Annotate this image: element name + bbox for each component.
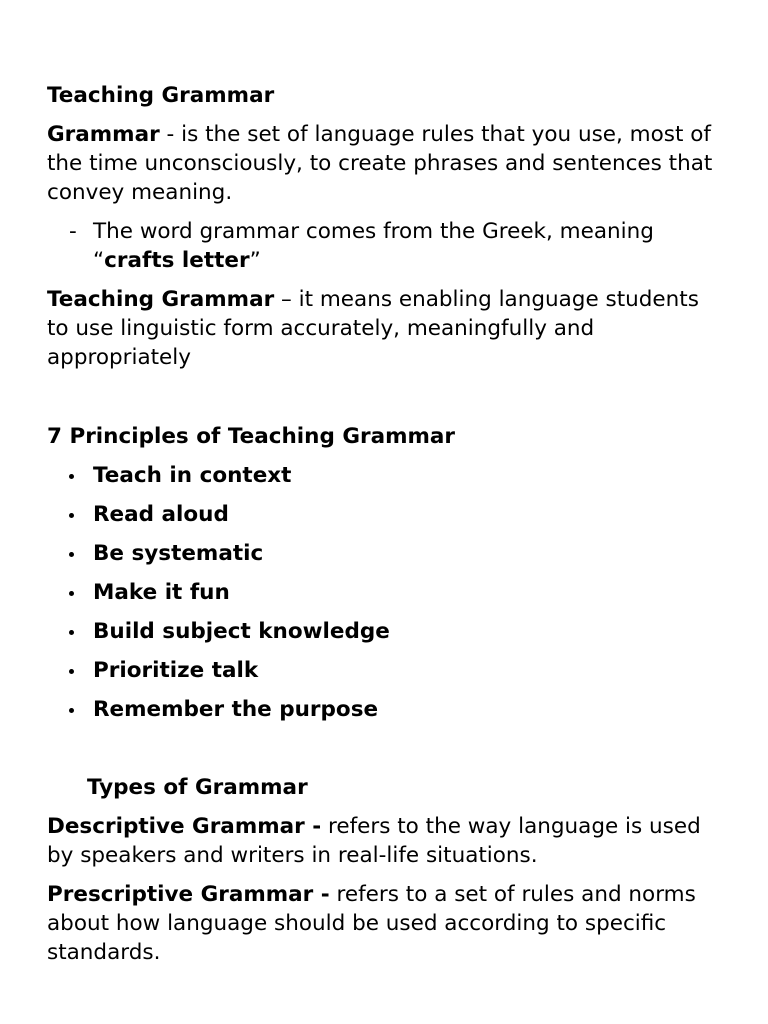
- heading-teaching-grammar: Teaching Grammar: [47, 83, 275, 108]
- list-item: Teach in context: [47, 461, 727, 500]
- bullet-icon: [69, 708, 74, 713]
- dash-text-before: The word grammar comes from the Greek, meaning “: [93, 219, 654, 273]
- bullet-icon: [69, 513, 74, 518]
- bullet-icon: [69, 552, 74, 557]
- heading-principles: 7 Principles of Teaching Grammar: [47, 424, 456, 449]
- bullet-icon: [69, 630, 74, 635]
- dash-bold-text: crafts letter: [104, 248, 250, 273]
- list-item: Make it fun: [47, 578, 727, 617]
- descriptive-grammar-text: refers to the way language is used by speakers and writers in real-life situations.: [47, 814, 701, 868]
- bullet-icon: [69, 669, 74, 674]
- grammar-definition: [47, 120, 727, 207]
- descriptive-grammar-definition: [47, 812, 727, 870]
- descriptive-grammar-term: Descriptive Grammar -: [47, 814, 322, 839]
- dash-text-after: ”: [249, 248, 261, 273]
- teaching-grammar-definition: [47, 285, 727, 372]
- teaching-grammar-definition-text: – it means enabling language students to use linguistic form accurately, meaningfully and appropriately: [47, 287, 699, 370]
- bullet-icon: [69, 474, 74, 479]
- list-item: Remember the purpose: [47, 695, 727, 734]
- dash-marker: -: [69, 219, 77, 244]
- teaching-grammar-term: Teaching Grammar: [47, 287, 275, 312]
- list-item: Build subject knowledge: [47, 617, 727, 656]
- list-item: Be systematic: [47, 539, 727, 578]
- list-item: Prioritize talk: [47, 656, 727, 695]
- prescriptive-grammar-definition: [47, 880, 727, 967]
- bullet-icon: [69, 591, 74, 596]
- grammar-term: Grammar: [47, 122, 160, 147]
- prescriptive-grammar-term: Prescriptive Grammar -: [47, 882, 330, 907]
- prescriptive-grammar-text: refers to a set of rules and norms about how language should be used according to specific standards.: [47, 882, 696, 965]
- dash-item-content: [93, 217, 727, 275]
- grammar-definition-text: - is the set of language rules that you use, most of the time unconsciously, to create phrases and sentences that convey meaning.: [47, 122, 713, 205]
- list-item: Read aloud: [47, 500, 727, 539]
- heading-types-of-grammar: Types of Grammar: [87, 775, 308, 800]
- principles-list: [47, 461, 727, 734]
